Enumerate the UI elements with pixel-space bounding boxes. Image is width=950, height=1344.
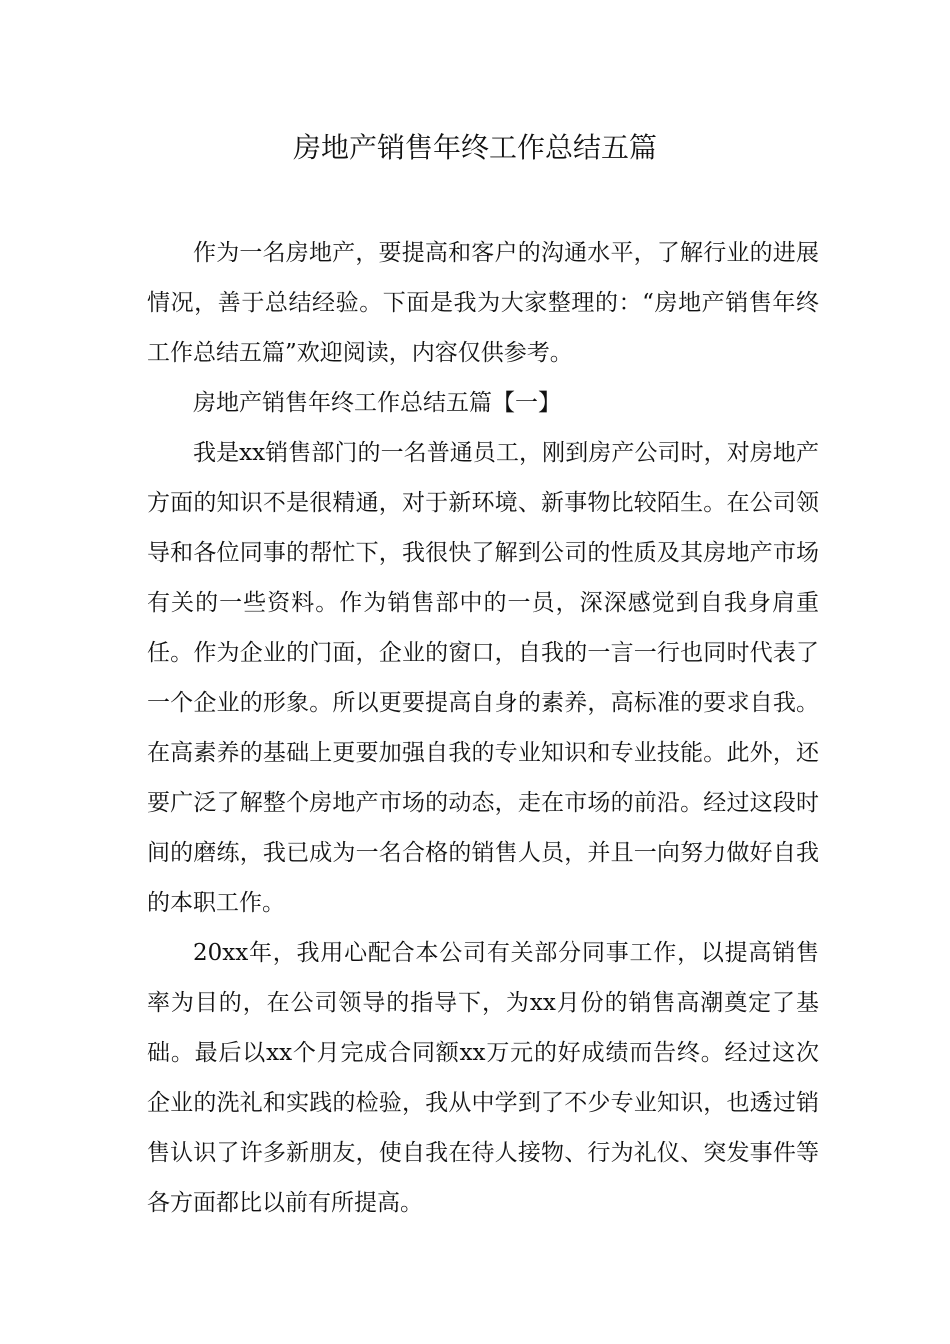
body-paragraph: 我是xx销售部门的一名普通员工，刚到房产公司时，对房地产方面的知识不是很精通，对于新环境、新事物比较陌生。在公司领导和各位同事的帮忙下，我很快了解到公司的性质及其房地产市场有关的一些资料。作为销售部中的一员，深深感觉到自我身肩重任。作为企业的门面，企业的窗口，自我的一言一行也同时代表了一个企业的形象。所以更要提高自身的素养，高标准的要求自我。在高素养的基础上更要加强自我的专业知识和专业技能。此外，还要广泛了解整个房地产市场的动态，走在市场的前沿。经过这段时间的磨练，我已成为一名合格的销售人员，并且一向努力做好自我的本职工作。 [147,440,819,916]
section-heading: 房地产销售年终工作总结五篇【一】 [193,390,561,416]
document-body [147,228,819,1228]
intro-paragraph: 作为一名房地产，要提高和客户的沟通水平，了解行业的进展情况，善于总结经验。下面是我为大家整理的：“房地产销售年终工作总结五篇”欢迎阅读，内容仅供参考。 [147,240,819,366]
document-title: 房地产销售年终工作总结五篇 [292,131,657,164]
body-paragraph: 20xx年，我用心配合本公司有关部分同事工作，以提高销售率为目的，在公司领导的指导下，为xx月份的销售高潮奠定了基础。最后以xx个月完成合同额xx万元的好成绩而告终。经过这次企业的洗礼和实践的检验，我从中学到了不少专业知识，也透过销售认识了许多新朋友，使自我在待人接物、行为礼仪、突发事件等各方面都比以前有所提高。 [147,940,819,1216]
